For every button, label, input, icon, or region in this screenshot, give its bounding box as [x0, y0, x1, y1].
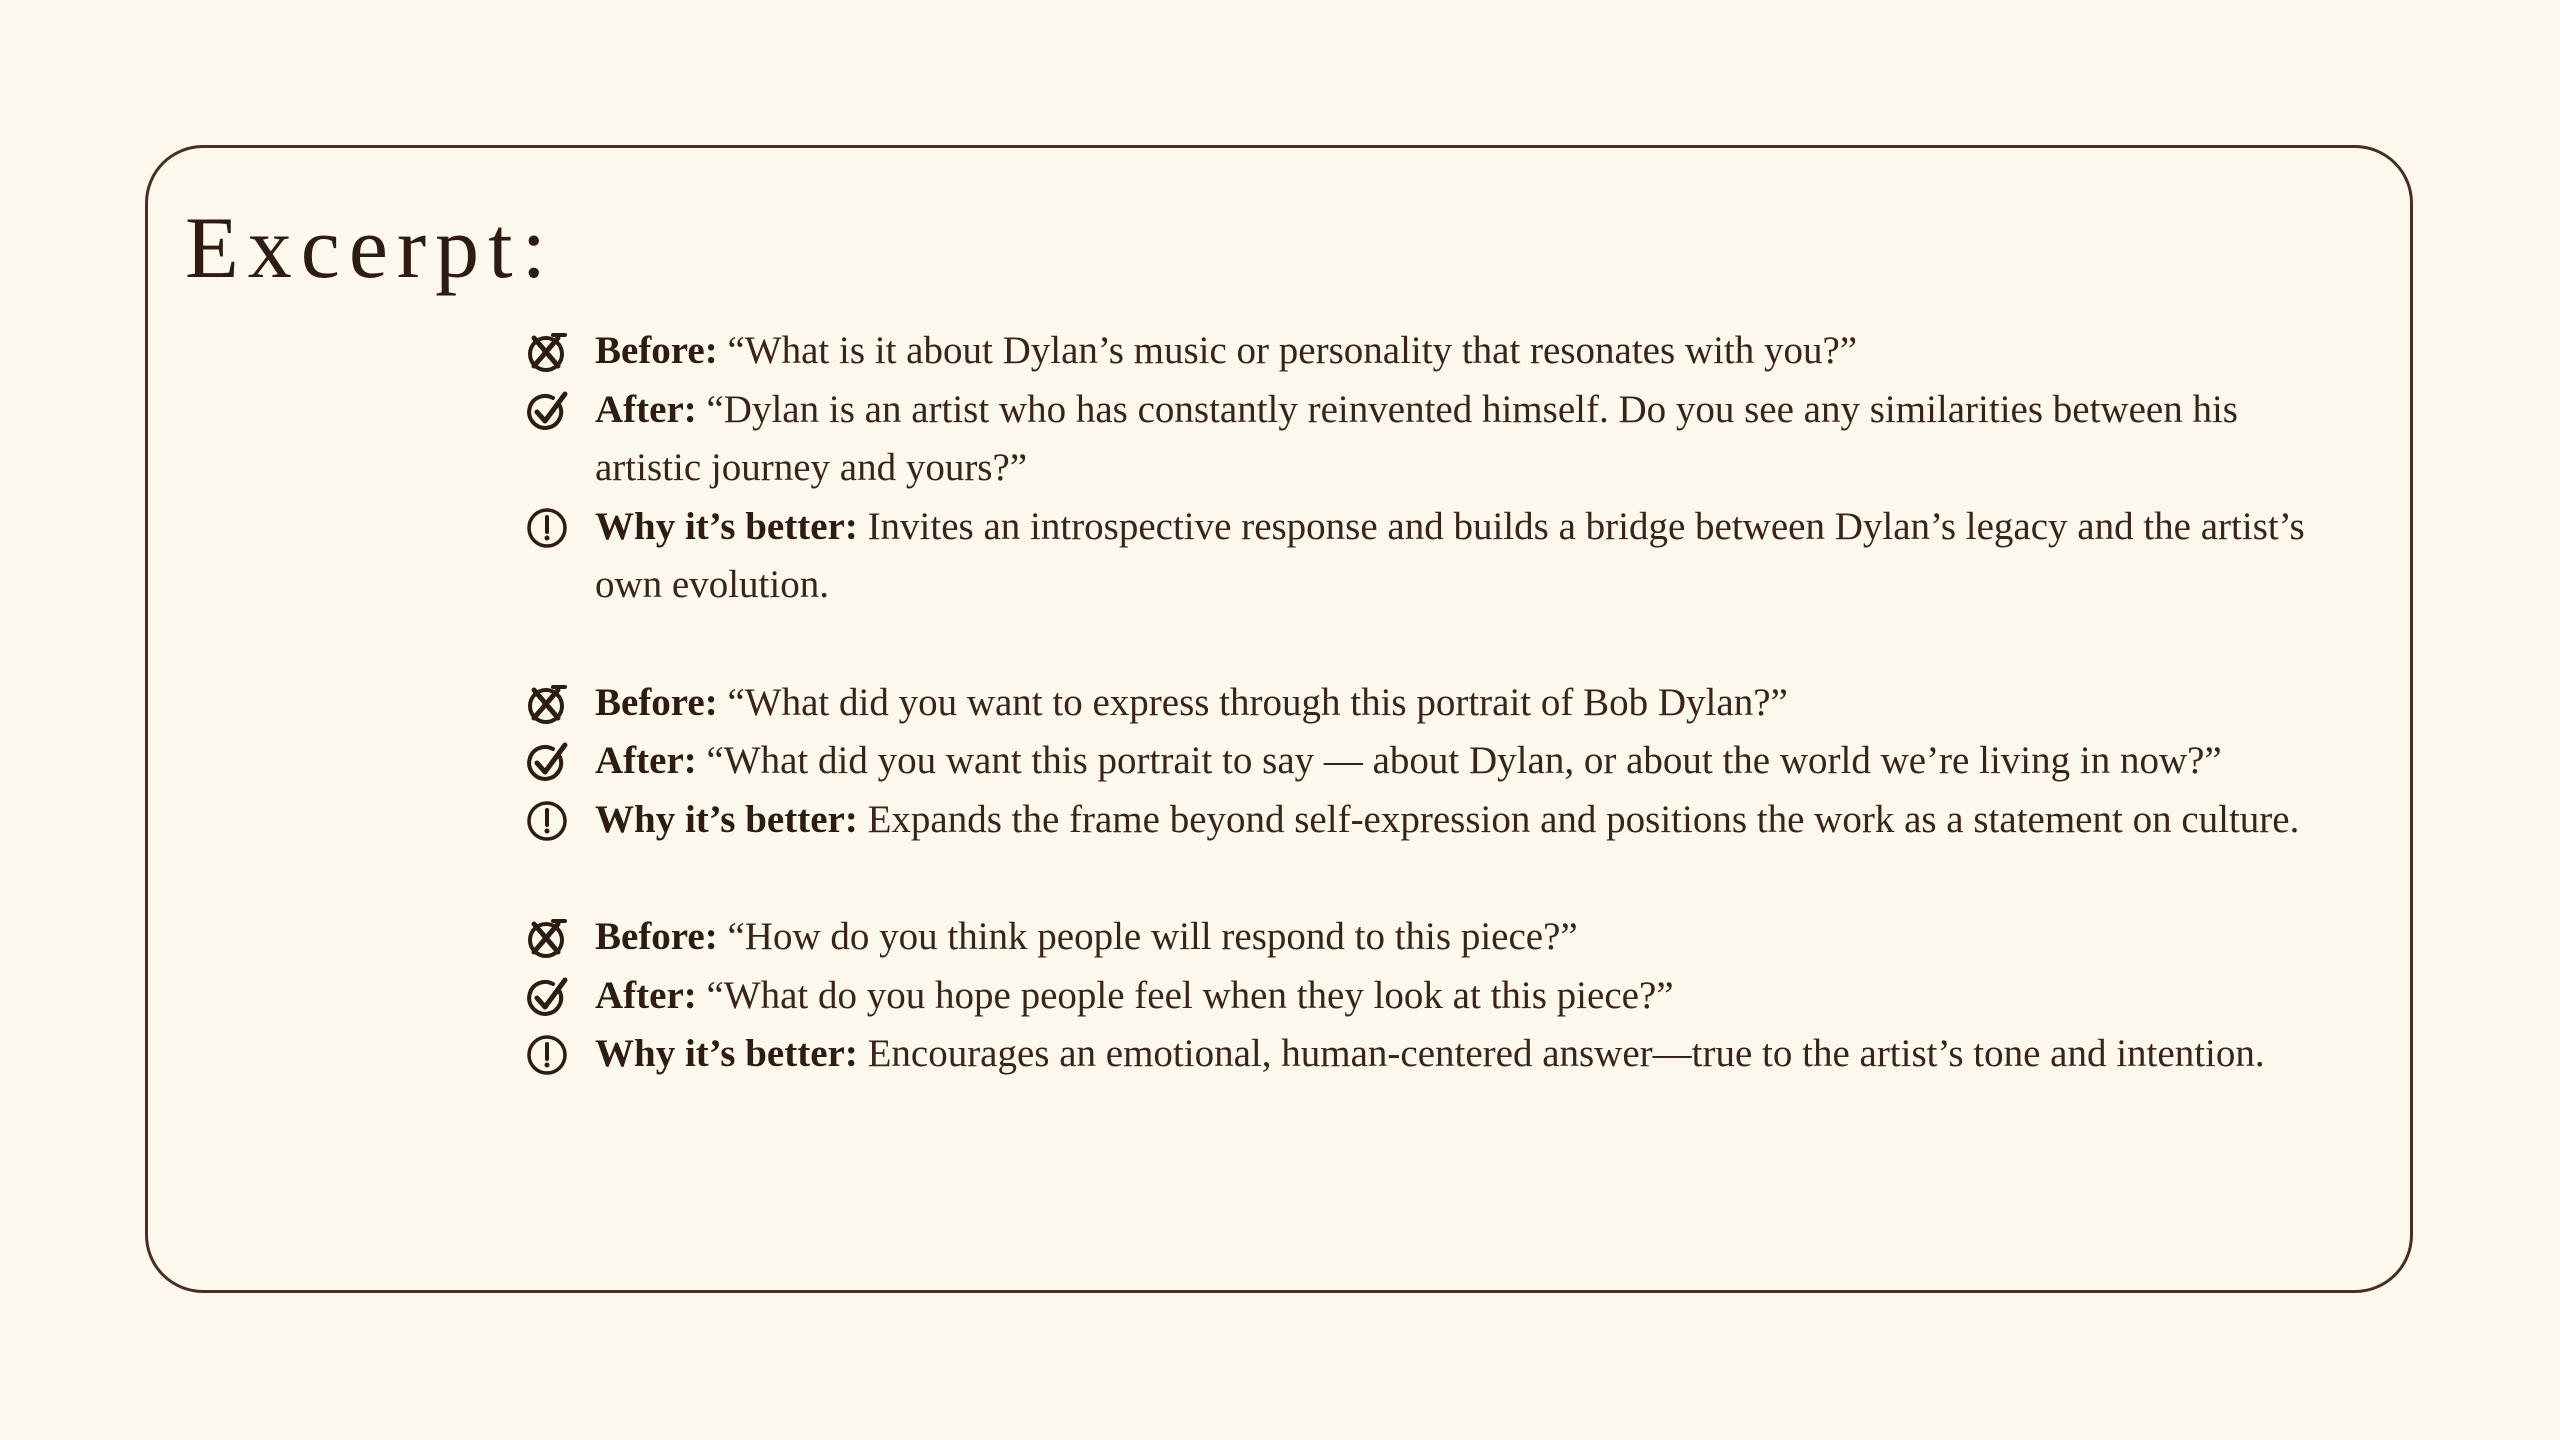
cross-mark-icon — [525, 915, 571, 961]
after-text: “Dylan is an artist who has constantly reinvented himself. Do you see any similarities between his artistic journey and yours?” — [595, 387, 2238, 489]
why-label: Why it’s better: — [595, 504, 858, 548]
after-text: “What do you hope people feel when they look at this piece?” — [696, 973, 1674, 1017]
before-text: “What did you want to express through this portrait of Bob Dylan?” — [717, 680, 1788, 724]
exclamation-circle-icon — [525, 505, 571, 551]
excerpt-group — [525, 674, 2315, 850]
excerpt-list — [525, 322, 2315, 1084]
after-label: After: — [595, 973, 697, 1017]
why-row — [525, 1025, 2315, 1084]
check-mark-icon — [525, 388, 571, 434]
after-row — [525, 381, 2315, 498]
cross-mark-icon — [525, 329, 571, 375]
why-text: Encourages an emotional, human-centered answer—true to the artist’s tone and intention. — [857, 1032, 2265, 1075]
before-text: “What is it about Dylan’s music or personality that resonates with you?” — [717, 329, 1858, 372]
excerpt-group — [525, 322, 2315, 615]
before-row — [525, 674, 2315, 733]
check-mark-icon — [525, 974, 571, 1020]
check-mark-icon — [525, 739, 571, 785]
after-label: After: — [595, 387, 697, 431]
why-row — [525, 791, 2315, 850]
why-text: Expands the frame beyond self-expression and positions the work as a statement on culture. — [857, 797, 2300, 841]
before-row — [525, 322, 2315, 381]
why-row — [525, 498, 2315, 615]
before-label: Before: — [595, 680, 718, 724]
before-text: “How do you think people will respond to this piece?” — [717, 915, 1578, 958]
after-row — [525, 732, 2315, 791]
cross-mark-icon — [525, 681, 571, 727]
why-label: Why it’s better: — [595, 797, 858, 841]
excerpt-group — [525, 908, 2315, 1084]
exclamation-circle-icon — [525, 798, 571, 844]
why-text: Invites an introspective response and builds a bridge between Dylan’s legacy and the artist’s own evolution. — [595, 504, 2305, 606]
exclamation-circle-icon — [525, 1032, 571, 1078]
page-title: Excerpt: — [185, 200, 556, 297]
before-row — [525, 908, 2315, 967]
after-text: “What did you want this portrait to say — about Dylan, or about the world we’re living in now?” — [696, 739, 2222, 782]
after-label: After: — [595, 739, 697, 782]
after-row — [525, 967, 2315, 1026]
before-label: Before: — [595, 329, 718, 372]
why-label: Why it’s better: — [595, 1032, 858, 1075]
before-label: Before: — [595, 915, 718, 958]
